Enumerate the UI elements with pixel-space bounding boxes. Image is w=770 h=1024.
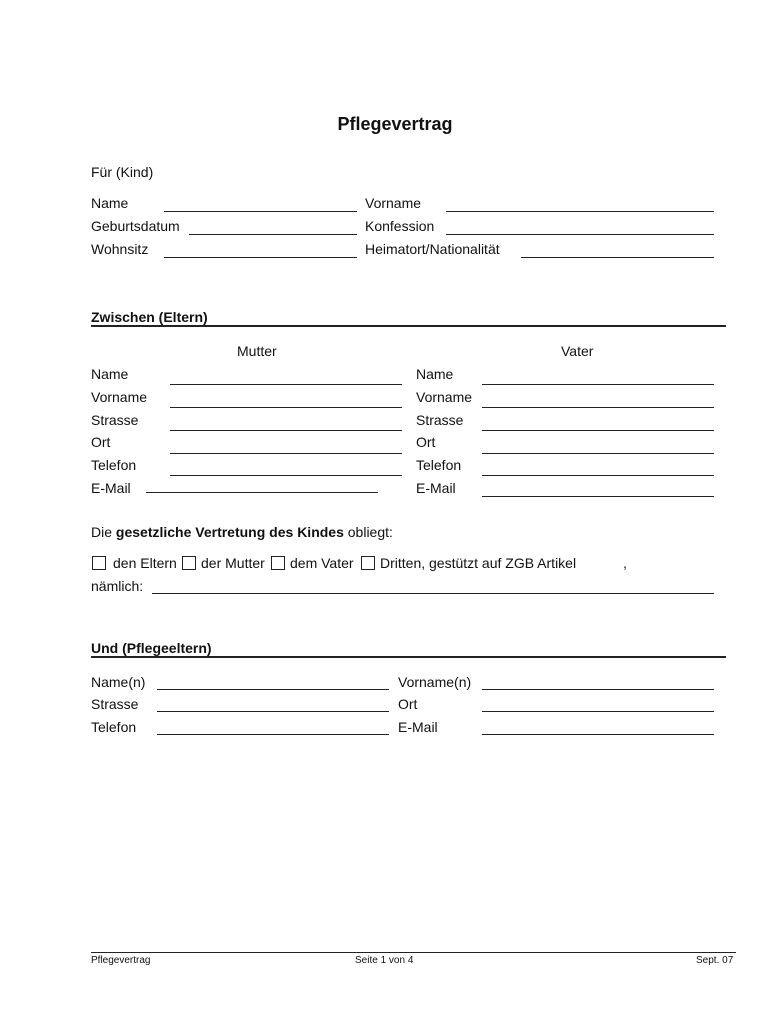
kind-heimatort-label: Heimatort/Nationalität: [365, 241, 500, 257]
mutter-telefon-label: Telefon: [91, 457, 137, 473]
pflegeeltern-namen-label: Name(n): [91, 674, 146, 690]
section-rule-pflegeeltern: [91, 656, 726, 658]
section-rule-eltern: [91, 325, 726, 327]
vertretung-text: [91, 524, 393, 540]
artikel-comma: ,: [623, 555, 627, 571]
kind-konfession-field[interactable]: [446, 218, 714, 235]
kind-vorname-field[interactable]: [446, 195, 714, 212]
section-label-kind: Für (Kind): [91, 164, 154, 180]
naemlich-label: nämlich:: [91, 578, 144, 594]
kind-geburtsdatum-label: Geburtsdatum: [91, 218, 180, 234]
kind-vorname-label: Vorname: [365, 195, 422, 211]
kind-geburtsdatum-field[interactable]: [189, 218, 357, 235]
kind-name-field[interactable]: [164, 195, 357, 212]
vater-column-heading: Vater: [561, 343, 594, 359]
mutter-vorname-label: Vorname: [91, 389, 148, 405]
kind-name-label: Name: [91, 195, 129, 211]
pflegeeltern-email-field[interactable]: [482, 718, 714, 735]
pflegeeltern-email-label: E-Mail: [398, 719, 438, 735]
checkbox-den-eltern[interactable]: [92, 556, 106, 570]
pflegeeltern-vornamen-label: Vorname(n): [398, 674, 472, 690]
pflegeeltern-vornamen-field[interactable]: [482, 673, 714, 690]
kind-konfession-label: Konfession: [365, 218, 435, 234]
pflegeeltern-telefon-field[interactable]: [157, 718, 389, 735]
option-den-eltern-label: den Eltern: [113, 555, 177, 571]
checkbox-dritten[interactable]: [361, 556, 375, 570]
footer-page-number: Seite 1 von 4: [355, 955, 414, 966]
mutter-email-field[interactable]: [146, 476, 378, 493]
option-dem-vater-label: dem Vater: [290, 555, 354, 571]
vater-email-field[interactable]: [482, 480, 714, 497]
vater-vorname-label: Vorname: [416, 389, 473, 405]
vater-ort-label: Ort: [416, 434, 436, 450]
mutter-ort-field[interactable]: [170, 437, 402, 454]
section-heading-eltern: Zwischen (Eltern): [91, 309, 208, 325]
section-heading-pflegeeltern: Und (Pflegeeltern): [91, 640, 212, 656]
mutter-name-label: Name: [91, 366, 129, 382]
naemlich-field[interactable]: [152, 577, 714, 594]
mutter-vorname-field[interactable]: [170, 391, 402, 408]
mutter-column-heading: Mutter: [237, 343, 277, 359]
pflegeeltern-telefon-label: Telefon: [91, 719, 137, 735]
vater-name-label: Name: [416, 366, 454, 382]
pflegeeltern-strasse-label: Strasse: [91, 696, 139, 712]
kind-wohnsitz-label: Wohnsitz: [91, 241, 149, 257]
footer-right: Sept. 07: [696, 955, 734, 966]
vertretung-suffix: obliegt:: [343, 524, 393, 540]
vater-strasse-label: Strasse: [416, 412, 464, 428]
vater-telefon-field[interactable]: [482, 459, 714, 476]
checkbox-der-mutter[interactable]: [182, 556, 196, 570]
kind-wohnsitz-field[interactable]: [164, 241, 357, 258]
pflegeeltern-ort-label: Ort: [398, 696, 418, 712]
option-dritten-label: Dritten, gestützt auf ZGB Artikel: [380, 555, 577, 571]
mutter-telefon-field[interactable]: [170, 459, 402, 476]
vater-telefon-label: Telefon: [416, 457, 462, 473]
mutter-strasse-field[interactable]: [170, 414, 402, 431]
pflegeeltern-strasse-field[interactable]: [157, 695, 389, 712]
option-der-mutter-label: der Mutter: [201, 555, 265, 571]
mutter-email-label: E-Mail: [91, 480, 131, 496]
mutter-name-field[interactable]: [170, 368, 402, 385]
kind-heimatort-field[interactable]: [521, 241, 714, 258]
pflegeeltern-namen-field[interactable]: [157, 673, 389, 690]
mutter-strasse-label: Strasse: [91, 412, 139, 428]
vater-name-field[interactable]: [482, 368, 714, 385]
vater-email-label: E-Mail: [416, 480, 456, 496]
page-title: Pflegevertrag: [337, 114, 453, 134]
footer-left: Pflegevertrag: [91, 955, 151, 966]
vertretung-bold: gesetzliche Vertretung des Kindes: [115, 524, 344, 540]
vater-ort-field[interactable]: [482, 437, 714, 454]
vater-strasse-field[interactable]: [482, 414, 714, 431]
mutter-ort-label: Ort: [91, 434, 111, 450]
pflegeeltern-ort-field[interactable]: [482, 695, 714, 712]
checkbox-dem-vater[interactable]: [271, 556, 285, 570]
vertretung-prefix: Die: [91, 524, 116, 540]
vater-vorname-field[interactable]: [482, 391, 714, 408]
footer-rule: [91, 952, 736, 953]
